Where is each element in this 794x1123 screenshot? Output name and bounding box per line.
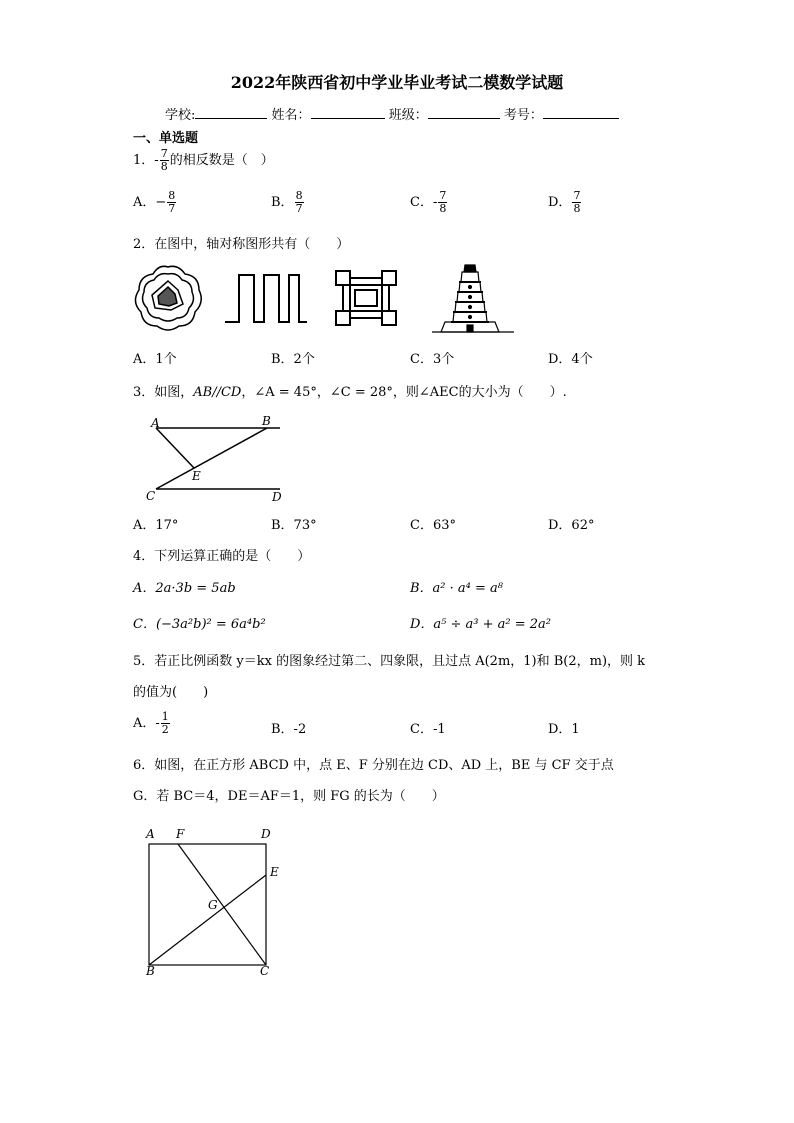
- school-label: 学校:: [165, 108, 196, 123]
- name-label: 姓名：: [271, 108, 311, 123]
- label-b: B: [146, 964, 155, 978]
- question-6-stem-line1: 6．如图，在正方形 ABCD 中，点 E、F 分别在边 CD、AD 上，BE 与 CF 交于点: [133, 758, 614, 773]
- segment-cf: [178, 844, 266, 965]
- question-1-stem: 1．- $\frac{7}{8}$ 的相反数是（ ）: [133, 147, 274, 173]
- fraction: $\frac{8}{7}$: [295, 189, 303, 215]
- question-2-stem: 2．在图中，轴对称图形共有（ ）: [133, 237, 350, 252]
- q1-option-b[interactable]: B． $\frac{8}{7}$: [271, 189, 303, 215]
- label-c: C: [146, 489, 156, 503]
- question-4-stem: 4．下列运算正确的是（ ）: [133, 549, 311, 564]
- question-6-stem-line2: G．若 BC＝4，DE＝AF＝1，则 FG 的长为（ ）: [133, 789, 445, 804]
- fraction: $\frac{8}{7}$: [168, 189, 176, 215]
- segment-be: [149, 875, 266, 965]
- q4-option-a[interactable]: A．2a·3b = 5ab: [133, 581, 236, 596]
- q3-option-a[interactable]: A．17°: [133, 518, 179, 533]
- fraction: $\frac{7}{8}$: [439, 189, 447, 215]
- name-blank[interactable]: [311, 106, 385, 119]
- exam-title: 2022年陕西省初中学业毕业考试二模数学试题: [230, 73, 564, 92]
- q2-option-c[interactable]: C．3个: [410, 352, 455, 367]
- ornament-frame-figure: [336, 271, 396, 325]
- square-wave-figure: [225, 275, 307, 322]
- fraction: $\frac{7}{8}$: [573, 189, 581, 215]
- label-c: C: [260, 964, 270, 978]
- q4-option-c[interactable]: C．(−3a²b)² = 6a⁴b²: [133, 617, 266, 632]
- label-d: D: [272, 490, 282, 504]
- segment-ae: [156, 428, 194, 468]
- q3-option-d[interactable]: D．62°: [548, 518, 595, 533]
- question-5-stem-line1: 5．若正比例函数 y＝kx 的图象经过第二、四象限，且过点 A(2m，1)和 B(2，m)，则 k: [133, 654, 646, 669]
- fraction: $\frac{1}{2}$: [161, 710, 169, 736]
- q1-option-d[interactable]: D． $\frac{7}{8}$: [548, 189, 581, 215]
- label-b: B: [262, 414, 271, 428]
- q4-option-b[interactable]: B．a² · a⁴ = a⁸: [410, 581, 503, 596]
- pagoda-figure: [432, 265, 514, 332]
- q5-option-b[interactable]: B．-2: [271, 722, 307, 737]
- label-g: G: [208, 898, 218, 912]
- q3-option-b[interactable]: B．73°: [271, 518, 317, 533]
- label-f: F: [176, 827, 185, 841]
- q1-option-a[interactable]: A．− $\frac{8}{7}$: [133, 189, 176, 215]
- header-fields: [165, 104, 619, 123]
- school-blank[interactable]: [195, 106, 267, 119]
- nested-flower-figure: [135, 266, 201, 330]
- class-blank[interactable]: [428, 106, 500, 119]
- q5-option-d[interactable]: D．1: [548, 722, 580, 737]
- class-label: 班级：: [388, 108, 428, 123]
- question-3-stem: 3．如图，AB//CD，∠A = 45°，∠C = 28°，则∠AEC的大小为（ ）.: [133, 385, 567, 400]
- q4-option-d[interactable]: D．a⁵ ÷ a³ + a² = 2a²: [410, 617, 552, 632]
- exam-no-label: 考号：: [503, 108, 543, 123]
- label-e: E: [192, 469, 201, 483]
- label-a: A: [146, 827, 155, 841]
- q2-figures: [133, 262, 523, 336]
- exam-no-blank[interactable]: [543, 106, 619, 119]
- label-a: A: [151, 416, 160, 430]
- q1-option-c[interactable]: C．- $\frac{7}{8}$: [410, 189, 447, 215]
- q6-square-figure: [140, 822, 290, 984]
- segment-cb: [156, 428, 267, 489]
- question-5-stem-line2: 的值为( ): [133, 685, 209, 700]
- q3-option-c[interactable]: C．63°: [410, 518, 456, 533]
- q3-figure: [140, 412, 290, 506]
- q2-option-b[interactable]: B．2个: [271, 352, 315, 367]
- fraction: $\frac{7}{8}$: [160, 147, 168, 173]
- label-d: D: [261, 827, 271, 841]
- q5-option-a[interactable]: A．- $\frac{1}{2}$: [133, 710, 169, 736]
- section-heading: 一、单选题: [133, 131, 199, 146]
- q5-option-c[interactable]: C．-1: [410, 722, 446, 737]
- q2-option-d[interactable]: D．4个: [548, 352, 593, 367]
- q2-option-a[interactable]: A．1个: [133, 352, 177, 367]
- label-e: E: [270, 865, 279, 879]
